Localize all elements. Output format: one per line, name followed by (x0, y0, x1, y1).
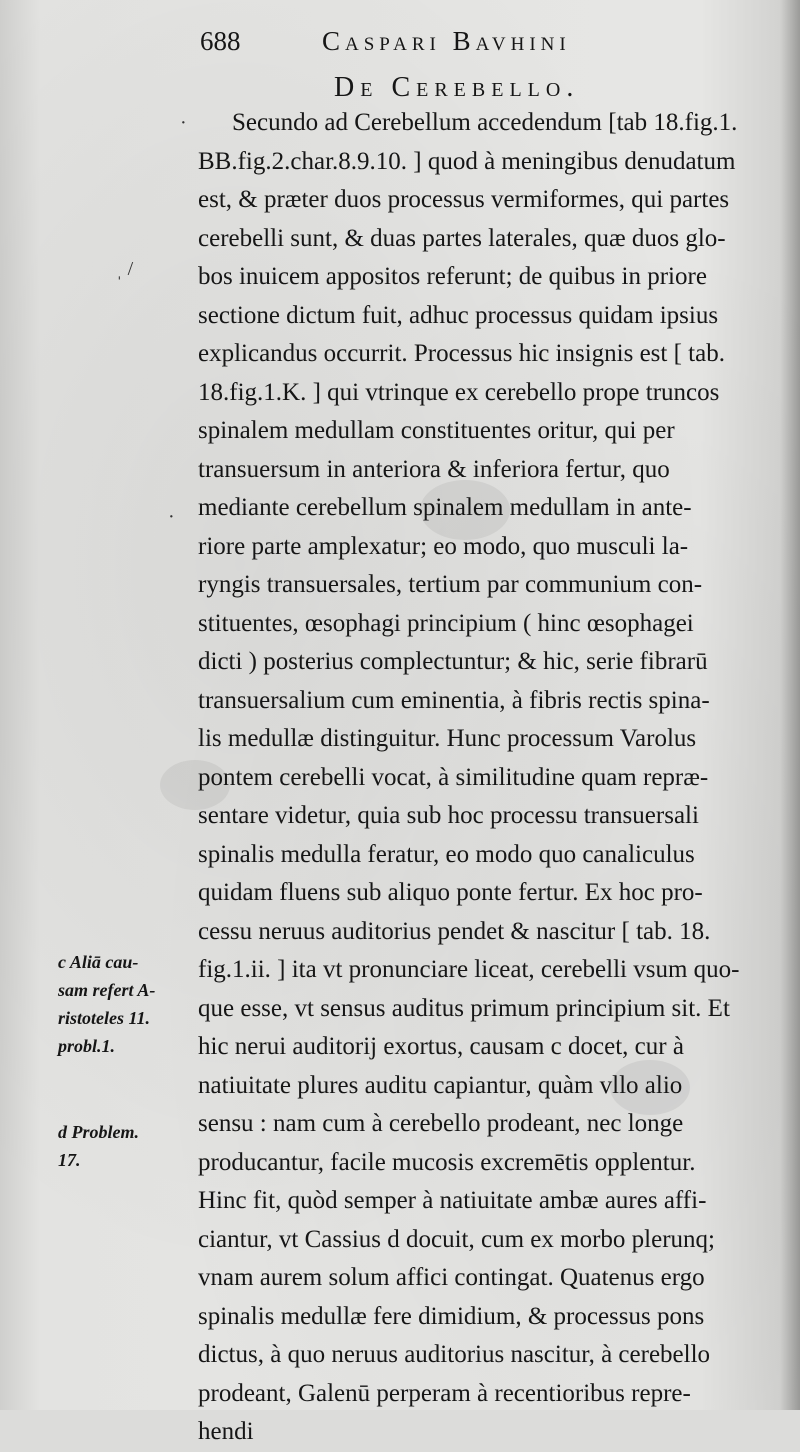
text-line: 18.fig.1.K. ] qui vtrinque ex cerebello prope truncos (198, 378, 720, 406)
margin-dot: · (168, 506, 175, 528)
running-head: Caspari Bavhini (322, 26, 571, 56)
body-text (198, 104, 788, 1452)
side-note-line: d Problem. (58, 1122, 139, 1142)
margin-dot: · (180, 112, 187, 134)
text-line: sentare videtur, quia sub hoc processu transuersali (198, 802, 699, 829)
text-line: sensu : nam cum à cerebello prodeant, nec longe (198, 1110, 684, 1137)
text-line: vnam aurem solum affici contingat. Quatenus ergo (198, 1264, 705, 1291)
text-line: spinalem medullam constituentes oritur, qui per (198, 417, 675, 444)
text-line: producantur, facile mucosis excremētis opplentur. (198, 1148, 696, 1176)
side-note-c (58, 948, 188, 1060)
text-line: bos inuicem appositos referunt; de quibus in priore (198, 263, 707, 290)
page-header (200, 22, 790, 62)
text-line: BB.fig.2.char.8.9.10. ] quod à meningibus denudatum (198, 147, 736, 175)
text-line: dictus, à quo neruus auditorius nascitur, à cerebello (198, 1341, 711, 1368)
text-line: hendi (198, 1418, 254, 1445)
text-line: quidam fluens sub aliquo ponte fertur. Ex hoc pro- (198, 879, 703, 906)
text-line: stituentes, œsophagi principium ( hinc œsophagei (198, 609, 694, 637)
side-note-line: c Aliā cau- (58, 952, 139, 972)
text-line: spinalis medulla feratur, eo modo quo canaliculus (198, 840, 695, 868)
text-line: sectione dictum fuit, adhuc processus quidam ipsius (198, 301, 719, 329)
text-line: explicandus occurrit. Processus hic insignis est [ tab. (198, 340, 725, 367)
text-line: pontem cerebelli vocat, à similitudine quam repræ- (198, 763, 709, 791)
text-line: cessu neruus auditorius pendet & nascitur [ tab. 18. (198, 917, 711, 945)
text-line: prodeant, Galenū perperam à recentioribus repre- (198, 1379, 691, 1407)
margin-mark: ˌ / (116, 258, 134, 280)
text-line: cerebelli sunt, & duas partes laterales, quæ duos glo- (198, 224, 726, 252)
side-note-d (58, 1118, 188, 1174)
side-note-line: sam refert A- (58, 980, 156, 1000)
text-line: que esse, vt sensus auditus primum principium sit. Et (198, 994, 730, 1022)
text-line: ciantur, vt Cassius d docuit, cum ex morbo plerunq; (198, 1225, 715, 1253)
side-note-line: 17. (58, 1150, 81, 1170)
section-title: De Cerebello. (334, 72, 580, 103)
text-line: transuersalium cum eminentia, à fibris rectis spina- (198, 686, 710, 714)
text-line: riore parte amplexatur; eo modo, quo musculi la- (198, 532, 689, 560)
side-note-line: probl.1. (58, 1036, 116, 1056)
text-line: fig.1.ii. ] ita vt pronunciare liceat, cerebelli vsum quo- (198, 956, 740, 983)
text-line: spinalis medullæ fere dimidium, & processus pons (198, 1302, 705, 1330)
side-note-line: ristoteles 11. (58, 1008, 151, 1028)
text-line: Secundo ad Cerebellum accedendum [tab 18.fig.1. (232, 109, 738, 136)
text-line: hic nerui auditorij exortus, causam c docet, cur à (198, 1033, 684, 1060)
text-line: ryngis transuersales, tertium par communium con- (198, 571, 703, 598)
text-line: dicti ) posterius complectuntur; & hic, serie fibrarū (198, 648, 708, 675)
text-line: transuersum in anteriora & inferiora fertur, quo (198, 455, 670, 483)
text-line: lis medullæ distinguitur. Hunc processum Varolus (198, 725, 697, 752)
text-line: natiuitate plures auditu capiantur, quàm vllo alio (198, 1071, 683, 1099)
text-line: est, & præter duos processus vermiformes, qui partes (198, 186, 730, 213)
text-line: Hinc fit, quòd semper à natiuitate ambæ aures affi- (198, 1187, 707, 1214)
page-number: 688 (200, 26, 241, 56)
text-line: mediante cerebellum spinalem medullam in ante- (198, 494, 692, 521)
